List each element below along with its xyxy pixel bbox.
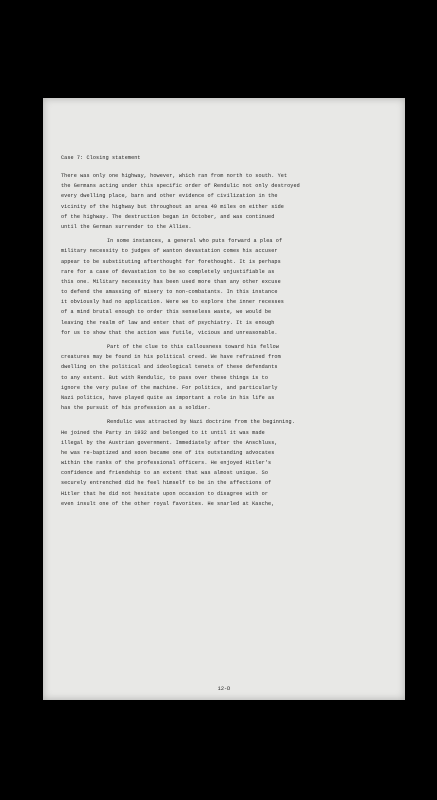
text-line: he was re-baptized and soon became one of its outstanding advocates bbox=[61, 449, 275, 456]
text-line: leaving the realm of law and enter that of psychiatry. It is enough bbox=[61, 319, 275, 326]
paragraph bbox=[61, 342, 391, 413]
text-line: to defend the amassing of misery to non-combatants. In this instance bbox=[61, 289, 278, 296]
text-line: of the highway. The destruction began in October, and was continued bbox=[61, 213, 275, 220]
text-line: In some instances, a general who puts forward a plea of bbox=[107, 238, 283, 245]
text-line: Rendulic was attracted by Nazi doctrine from the beginning. bbox=[107, 419, 295, 426]
text-line: confidence and friendship to an extent that was almost unique. So bbox=[61, 470, 269, 477]
text-line: has the pursuit of his profession as a soldier. bbox=[61, 405, 211, 412]
text-line: for us to show that the action was futile, vicious and unreasonable. bbox=[61, 329, 278, 336]
text-line: Nazi politics, have played quite as important a role in his life as bbox=[61, 394, 275, 401]
text-line: to any extent. But with Rendulic, to pass over these things is to bbox=[61, 374, 269, 381]
text-line: within the ranks of the professional officers. He enjoyed Hitler's bbox=[61, 460, 272, 467]
text-line: this one. Military necessity has been used more than any other excuse bbox=[61, 278, 281, 285]
text-line: the Germans acting under this specific order of Rendulic not only destroyed bbox=[61, 183, 300, 190]
text-line: even insult one of the other royal favorites. He snarled at Kasche, bbox=[61, 500, 275, 507]
text-line: appear to be substituting afterthought for forethought. It is perhaps bbox=[61, 258, 281, 265]
document-body bbox=[61, 171, 391, 509]
document-page bbox=[43, 98, 405, 700]
text-line: it obviously had no application. Were we to explore the inner recesses bbox=[61, 299, 284, 306]
text-line: creatures may be found in his political creed. We have refrained from bbox=[61, 354, 281, 361]
text-line: military necessity to judges of wanton devastation comes his accuser bbox=[61, 248, 278, 255]
text-line: ignore the very pulse of the machine. For politics, and particularly bbox=[61, 384, 278, 391]
text-line: Part of the clue to this callousness toward his fellow bbox=[107, 344, 279, 350]
text-line: every dwelling place, barn and other evidence of civilization in the bbox=[61, 193, 278, 200]
text-line: illegal by the Austrian government. Immediately after the Anschluss, bbox=[61, 439, 278, 446]
paragraph bbox=[61, 417, 391, 509]
paragraph bbox=[61, 236, 391, 338]
text-line: He joined the Party in 1932 and belonged to it until it was made bbox=[61, 429, 265, 436]
page-edge bbox=[43, 98, 53, 700]
text-line: vicinity of the highway but throughout an area 40 miles on either side bbox=[61, 203, 284, 210]
page-number: 12-D bbox=[217, 686, 231, 692]
paragraph bbox=[61, 171, 391, 232]
text-line: There was only one highway, however, which ran from north to south. Yet bbox=[61, 173, 288, 179]
text-line: Hitler that he did not hesitate upon occasion to disagree with or bbox=[61, 490, 269, 497]
text-line: until the German surrender to the Allies. bbox=[61, 223, 192, 230]
text-line: securely entrenched did he feel himself to be in the affections of bbox=[61, 480, 272, 487]
page-heading: Case 7: Closing statement bbox=[61, 155, 141, 161]
text-line: rare for a case of devastation to be so completely unjustifiable as bbox=[61, 268, 275, 275]
text-line: of a mind brutal enough to order this senseless waste, we would be bbox=[61, 309, 272, 316]
text-line: dwelling on the political and ideological tenets of these defendants bbox=[61, 364, 278, 371]
